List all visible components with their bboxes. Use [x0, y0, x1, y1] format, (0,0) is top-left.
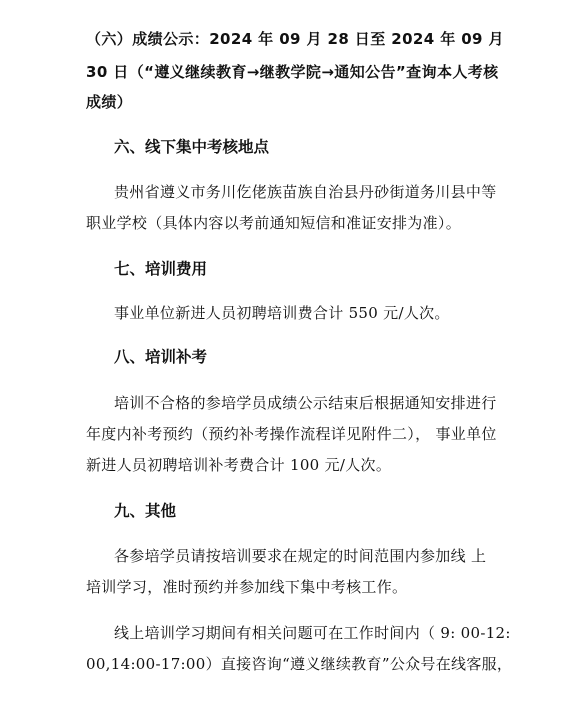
consultation-line-2: 00,14:00-17:00）直接咨询“遵义继续教育”公众号在线客服，	[86, 655, 513, 673]
results-announcement-line-2: 30 日（“遵义继续教育→继教学院→通知公告”查询本人考核	[86, 63, 499, 81]
exam-location-line-2: 职业学校（具体内容以考前通知短信和准证安排为准）。	[86, 214, 462, 232]
section-seven-heading: 七、培训费用	[114, 260, 208, 278]
makeup-exam-line-2: 年度内补考预约（预约补考操作流程详见附件二）， 事业单位	[86, 425, 497, 443]
section-six-heading: 六、线下集中考核地点	[114, 138, 270, 156]
results-announcement-line-3: 成绩）	[86, 93, 133, 111]
makeup-exam-line-3: 新进人员初聘培训补考费合计 100 元/人次。	[86, 456, 392, 474]
makeup-exam-line-1: 培训不合格的参培学员成绩公示结束后根据通知安排进行	[114, 394, 497, 412]
consultation-line-1: 线上培训学习期间有相关问题可在工作时间内（ 9: 00-12:	[114, 624, 511, 642]
results-announcement-line-1: （六）成绩公示：2024 年 09 月 28 日至 2024 年 09 月	[86, 30, 504, 48]
other-notice-line-1: 各参培学员请按培训要求在规定的时间范围内参加线 上	[114, 547, 487, 565]
exam-location-line-1: 贵州省遵义市务川仡佬族苗族自治县丹砂街道务川县中等	[114, 183, 497, 201]
other-notice-line-2: 培训学习，准时预约并参加线下集中考核工作。	[86, 578, 408, 596]
training-fee-line: 事业单位新进人员初聘培训费合计 550 元/人次。	[114, 304, 450, 322]
section-eight-heading: 八、培训补考	[114, 348, 208, 366]
section-nine-heading: 九、其他	[114, 502, 177, 520]
